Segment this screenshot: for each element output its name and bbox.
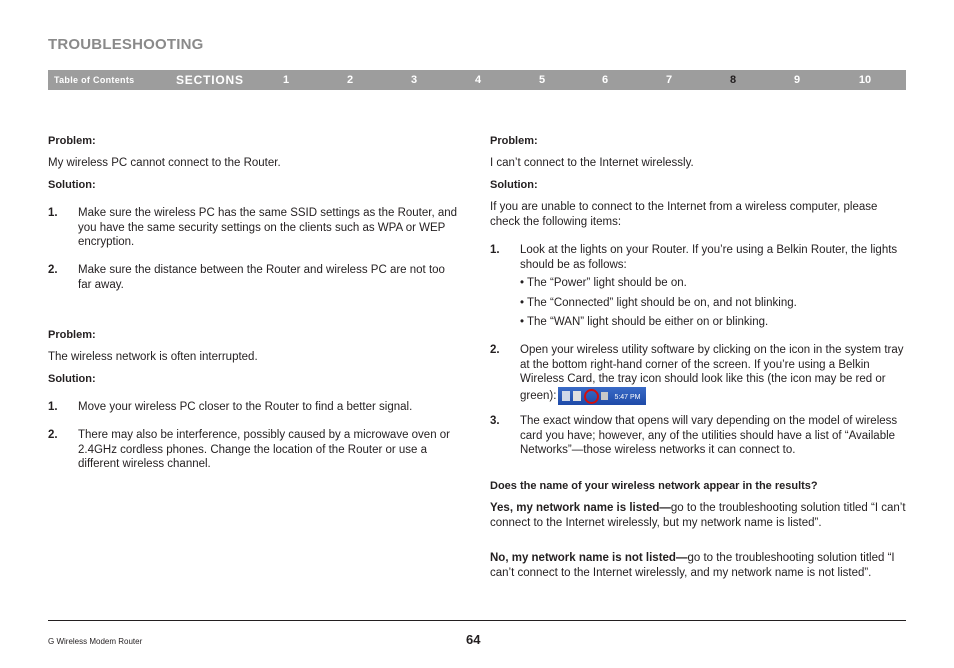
section-link-1[interactable]: 1 bbox=[282, 74, 290, 86]
section-link-5[interactable]: 5 bbox=[538, 74, 546, 86]
system-tray-image bbox=[558, 387, 646, 405]
list-text bbox=[520, 343, 906, 405]
section-nav-bar bbox=[48, 70, 906, 90]
section-link-4[interactable]: 4 bbox=[474, 74, 482, 86]
wireless-utility-icon bbox=[584, 389, 599, 404]
tray-clock: 5:47 PM bbox=[614, 393, 641, 401]
table-of-contents-link[interactable]: Table of Contents bbox=[54, 75, 135, 85]
intro-text: If you are unable to connect to the Internet from a wireless computer, please check the following items: bbox=[490, 201, 878, 228]
yes-text: go to the troubleshooting solution titled “I can’t connect to the Internet wirelessly, but my network name is listed”. bbox=[490, 502, 906, 529]
tray-network-icon bbox=[573, 391, 581, 401]
bullet-item: • The “WAN” light should be either on or blinking. bbox=[520, 316, 769, 328]
no-label: No, my network name is not listed— bbox=[490, 552, 688, 564]
section-link-10[interactable]: 10 bbox=[858, 74, 872, 86]
list-text: Make sure the wireless PC has the same SSID settings as the Router, and you have the same security settings on the clients such as WPA or WEP encryption. bbox=[78, 207, 458, 248]
list-item bbox=[48, 263, 458, 292]
bullet-item: • The “Connected” light should be on, and not blinking. bbox=[520, 297, 797, 309]
sections-label: SECTIONS bbox=[176, 73, 244, 87]
section-link-7[interactable]: 7 bbox=[665, 74, 673, 86]
list-item bbox=[48, 428, 458, 472]
section-link-9[interactable]: 9 bbox=[793, 74, 801, 86]
list-number: 1. bbox=[490, 244, 500, 256]
list-number: 1. bbox=[48, 207, 58, 219]
bullet-item: • The “Power” light should be on. bbox=[520, 277, 687, 289]
solution-label: Solution: bbox=[490, 179, 538, 191]
list-number: 3. bbox=[490, 415, 500, 427]
list-item bbox=[490, 243, 906, 272]
yes-label: Yes, my network name is listed— bbox=[490, 502, 671, 514]
tray-app-icon bbox=[562, 391, 570, 401]
question-heading: Does the name of your wireless network appear in the results? bbox=[490, 480, 818, 492]
page-number: 64 bbox=[466, 632, 481, 647]
list-text: The exact window that opens will vary depending on the model of wireless card you have; however, any of the utilities should have a list of “Available Networks”—those wireless networks it can connect to. bbox=[520, 415, 898, 456]
list-item bbox=[48, 400, 458, 415]
list-number: 2. bbox=[490, 344, 500, 356]
list-item bbox=[490, 343, 906, 405]
step2-text: Open your wireless utility software by clicking on the icon in the system tray at the bottom right-hand corner of the screen. If you’re using a Belkin Wireless Card, the tray icon should look like this (the icon may be red or green): bbox=[520, 344, 904, 402]
no-text: go to the troubleshooting solution titled “I can’t connect to the Internet wirelessly, and my network name is not listed”. bbox=[490, 552, 895, 579]
list-number: 2. bbox=[48, 264, 58, 276]
list-text: Make sure the distance between the Router and wireless PC are not too far away. bbox=[78, 264, 445, 291]
yes-answer bbox=[490, 501, 906, 530]
solution-label: Solution: bbox=[48, 179, 96, 191]
list-text: Move your wireless PC closer to the Router to find a better signal. bbox=[78, 401, 413, 413]
list-text: There may also be interference, possibly caused by a microwave oven or 2.4GHz cordless phones. Change the location of the Router or use a different wireless channel. bbox=[78, 429, 451, 470]
tray-volume-icon bbox=[601, 392, 608, 400]
solution-label: Solution: bbox=[48, 373, 96, 385]
section-link-3[interactable]: 3 bbox=[410, 74, 418, 86]
problem-label: Problem: bbox=[48, 329, 96, 341]
list-number: 2. bbox=[48, 429, 58, 441]
footer-product-name: G Wireless Modem Router bbox=[48, 637, 143, 646]
section-link-6[interactable]: 6 bbox=[601, 74, 609, 86]
problem-text: My wireless PC cannot connect to the Router. bbox=[48, 157, 281, 169]
section-title: TROUBLESHOOTING bbox=[48, 36, 204, 53]
list-item bbox=[490, 414, 906, 458]
footer-divider bbox=[48, 620, 906, 621]
no-answer bbox=[490, 551, 906, 580]
problem-label: Problem: bbox=[48, 135, 96, 147]
problem-text: I can’t connect to the Internet wirelessly. bbox=[490, 157, 694, 169]
problem-label: Problem: bbox=[490, 135, 538, 147]
section-link-8-current[interactable]: 8 bbox=[729, 74, 737, 86]
list-item bbox=[48, 206, 458, 250]
list-number: 1. bbox=[48, 401, 58, 413]
list-text: Look at the lights on your Router. If you’re using a Belkin Router, the lights should be as follows: bbox=[520, 244, 898, 271]
section-link-2[interactable]: 2 bbox=[346, 74, 354, 86]
problem-text: The wireless network is often interrupted. bbox=[48, 351, 258, 363]
